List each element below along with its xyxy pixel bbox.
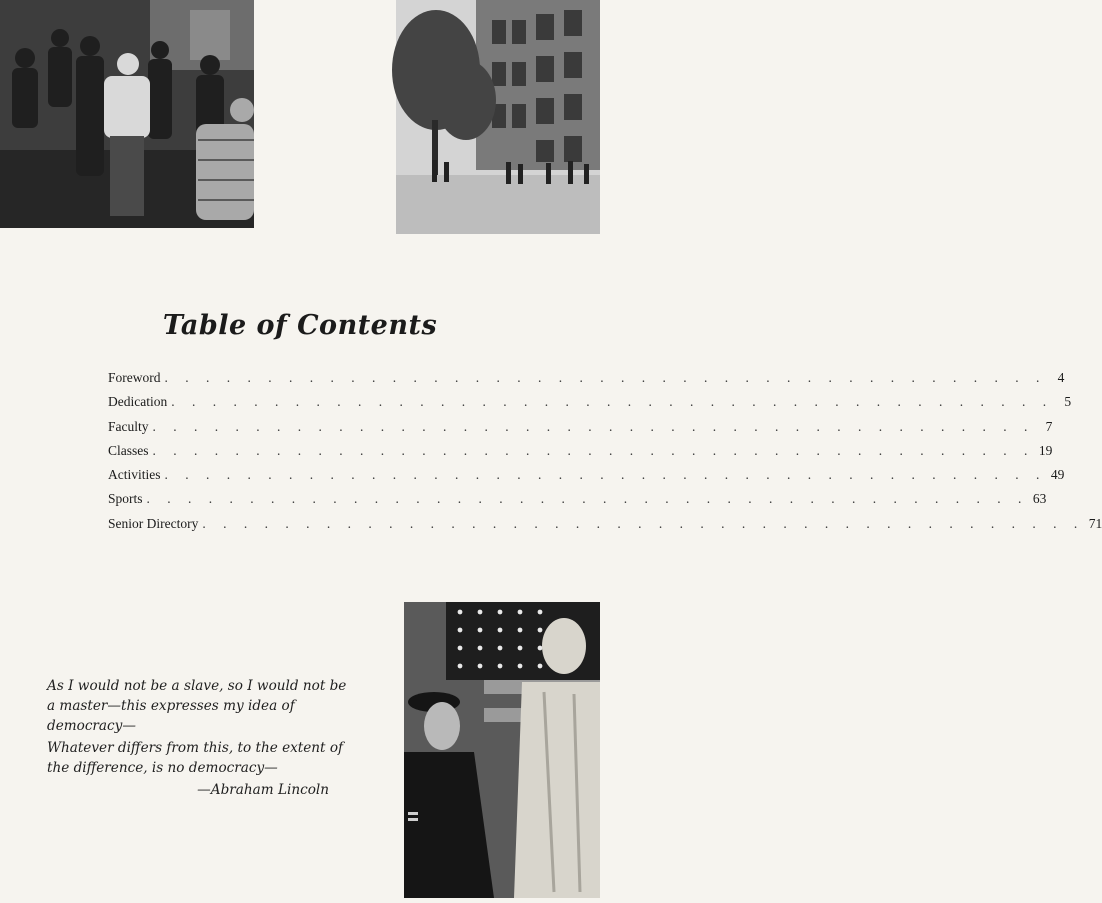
toc-label: Sports bbox=[108, 491, 143, 507]
lincoln-quote bbox=[47, 676, 357, 800]
table-of-contents bbox=[108, 370, 1102, 540]
quote-first-paragraph: As I would not be a slave, so I would not be a master—this expresses my idea of democracy— bbox=[47, 678, 347, 734]
toc-page-number: 71 bbox=[1088, 515, 1102, 531]
toc-entry-faculty bbox=[108, 418, 1053, 443]
toc-leader-dots: . . . . . . . . . . . . . . . . . . . . . . . . . . . . . . . . . . . . . . . . . . . bbox=[164, 370, 1047, 385]
toc-page-number: 63 bbox=[1032, 491, 1047, 507]
toc-entry-classes bbox=[108, 442, 1053, 467]
toc-label: Dedication bbox=[108, 394, 168, 410]
toc-label: Faculty bbox=[108, 418, 149, 434]
toc-label: Classes bbox=[108, 442, 149, 458]
toc-entry-sports bbox=[108, 491, 1047, 515]
toc-entry-senior-directory bbox=[108, 515, 1102, 540]
page-title: Table of Contents bbox=[162, 310, 438, 341]
toc-leader-dots: . . . . . . . . . . . . . . . . . . . . . . . . . . . . . . . . . . . . . . . . . . . bbox=[164, 467, 1047, 483]
toc-entry-activities bbox=[108, 467, 1065, 491]
sailor-lincoln-statue-photo bbox=[404, 602, 600, 898]
school-building-photo bbox=[396, 0, 600, 234]
toc-entry-dedication bbox=[108, 394, 1072, 418]
quote-attribution: —Abraham Lincoln bbox=[197, 782, 329, 798]
toc-entry-foreword bbox=[108, 370, 1065, 394]
toc-leader-dots: . . . . . . . . . . . . . . . . . . . . . . . . . . . . . . . . . . . . . . . . . . . bbox=[202, 515, 1085, 531]
toc-page-number: 49 bbox=[1050, 467, 1065, 483]
hallway-photo-illustration bbox=[0, 0, 254, 228]
lincoln-photo-illustration bbox=[404, 602, 600, 898]
toc-page-number: 19 bbox=[1038, 442, 1053, 458]
students-hallway-photo bbox=[0, 0, 254, 228]
toc-page-number: 5 bbox=[1064, 394, 1072, 410]
toc-leader-dots: . . . . . . . . . . . . . . . . . . . . . . . . . . . . . . . . . . . . . . . . . . . bbox=[152, 442, 1035, 458]
toc-leader-dots: . . . . . . . . . . . . . . . . . . . . . . . . . . . . . . . . . . . . . . . . . . . bbox=[171, 394, 1054, 410]
toc-label: Senior Directory bbox=[108, 515, 199, 531]
toc-label: Activities bbox=[108, 467, 161, 483]
toc-label: Foreword bbox=[108, 370, 161, 385]
toc-leader-dots: . . . . . . . . . . . . . . . . . . . . . . . . . . . . . . . . . . . . . . . . . . . bbox=[152, 418, 1035, 434]
quote-second-paragraph: Whatever differs from this, to the extent of the difference, is no democracy— bbox=[47, 740, 344, 776]
toc-page-number: 7 bbox=[1045, 418, 1053, 434]
toc-leader-dots: . . . . . . . . . . . . . . . . . . . . . . . . . . . . . . . . . . . . . . . . . . . bbox=[146, 491, 1029, 507]
building-photo-illustration bbox=[396, 0, 600, 234]
toc-page-number: 4 bbox=[1057, 370, 1065, 385]
